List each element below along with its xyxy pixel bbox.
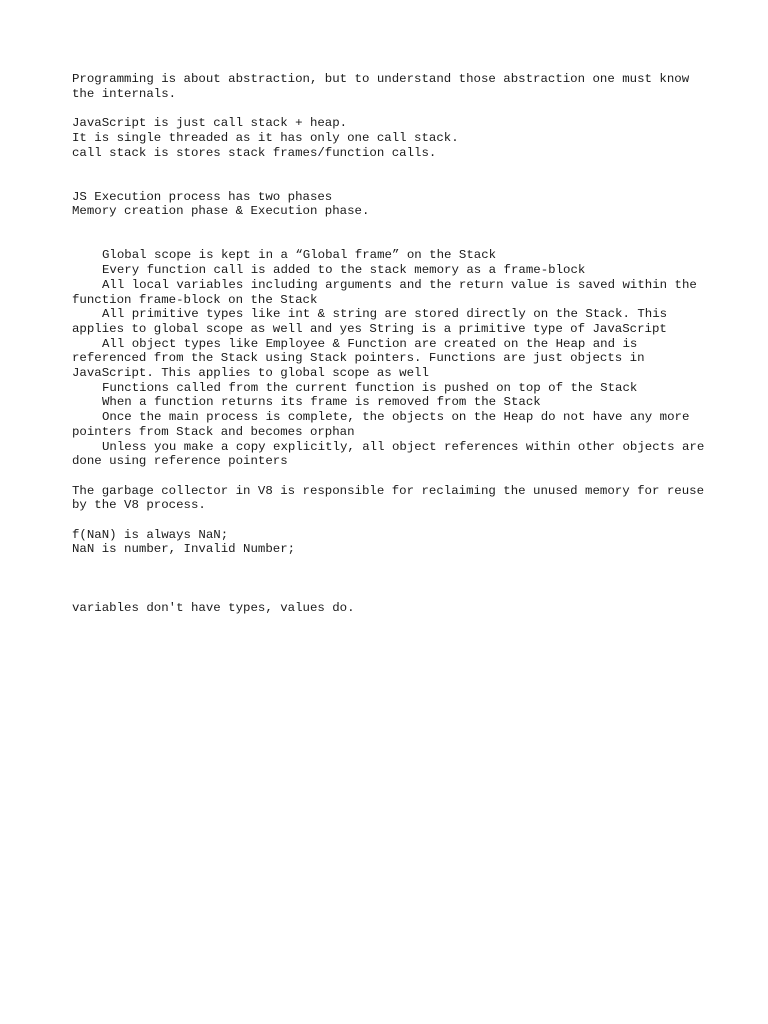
intro-paragraph: Programming is about abstraction, but to understand those abstraction one must know the internals. bbox=[72, 72, 697, 101]
js-summary-block bbox=[72, 116, 712, 160]
nan-line: f(NaN) is always NaN; bbox=[72, 527, 229, 542]
closing-line: variables don't have types, values do. bbox=[72, 601, 355, 616]
nan-block bbox=[72, 528, 712, 557]
js-summary-line: It is single threaded as it has only one call stack. bbox=[72, 130, 459, 145]
spacer bbox=[72, 101, 712, 116]
stack-point: Every function call is added to the stack memory as a frame-block bbox=[102, 263, 586, 278]
spacer bbox=[72, 513, 712, 528]
spacer bbox=[72, 160, 712, 189]
js-summary-line: call stack is stores stack frames/function calls. bbox=[72, 145, 437, 160]
phases-line: JS Execution process has two phases bbox=[72, 189, 333, 204]
phases-line: Memory creation phase & Execution phase. bbox=[72, 204, 370, 219]
garbage-collector-paragraph: The garbage collector in V8 is responsible for reclaiming the unused memory for reuse by the V8 process. bbox=[72, 483, 712, 513]
spacer bbox=[72, 557, 712, 601]
stack-point: When a function returns its frame is removed from the Stack bbox=[102, 395, 541, 410]
stack-point: Global scope is kept in a “Global frame” on the Stack bbox=[102, 248, 497, 263]
stack-point: All primitive types like int & string are stored directly on the Stack. This applies to global scope as well and yes String is a primitive type of JavaScript bbox=[72, 307, 675, 336]
stack-point: Unless you make a copy explicitly, all object references within other objects are done using reference pointers bbox=[72, 439, 712, 469]
spacer bbox=[72, 469, 712, 484]
spacer bbox=[72, 219, 712, 248]
nan-line: NaN is number, Invalid Number; bbox=[72, 542, 296, 557]
stack-points-list bbox=[72, 248, 712, 469]
phases-block bbox=[72, 190, 712, 219]
js-summary-line: JavaScript is just call stack + heap. bbox=[72, 116, 348, 131]
stack-point: All local variables including arguments and the return value is saved within the function frame-block on the Stack bbox=[72, 277, 705, 307]
stack-point: Functions called from the current function is pushed on top of the Stack bbox=[102, 380, 638, 395]
document-page bbox=[72, 72, 712, 616]
stack-point: All object types like Employee & Function are created on the Heap and is referenced from the Stack using Stack pointers. Functions are just objects in JavaScript. This applies to global scope as well bbox=[72, 336, 652, 381]
stack-point: Once the main process is complete, the objects on the Heap do not have any more pointers from Stack and becomes orphan bbox=[72, 410, 697, 439]
